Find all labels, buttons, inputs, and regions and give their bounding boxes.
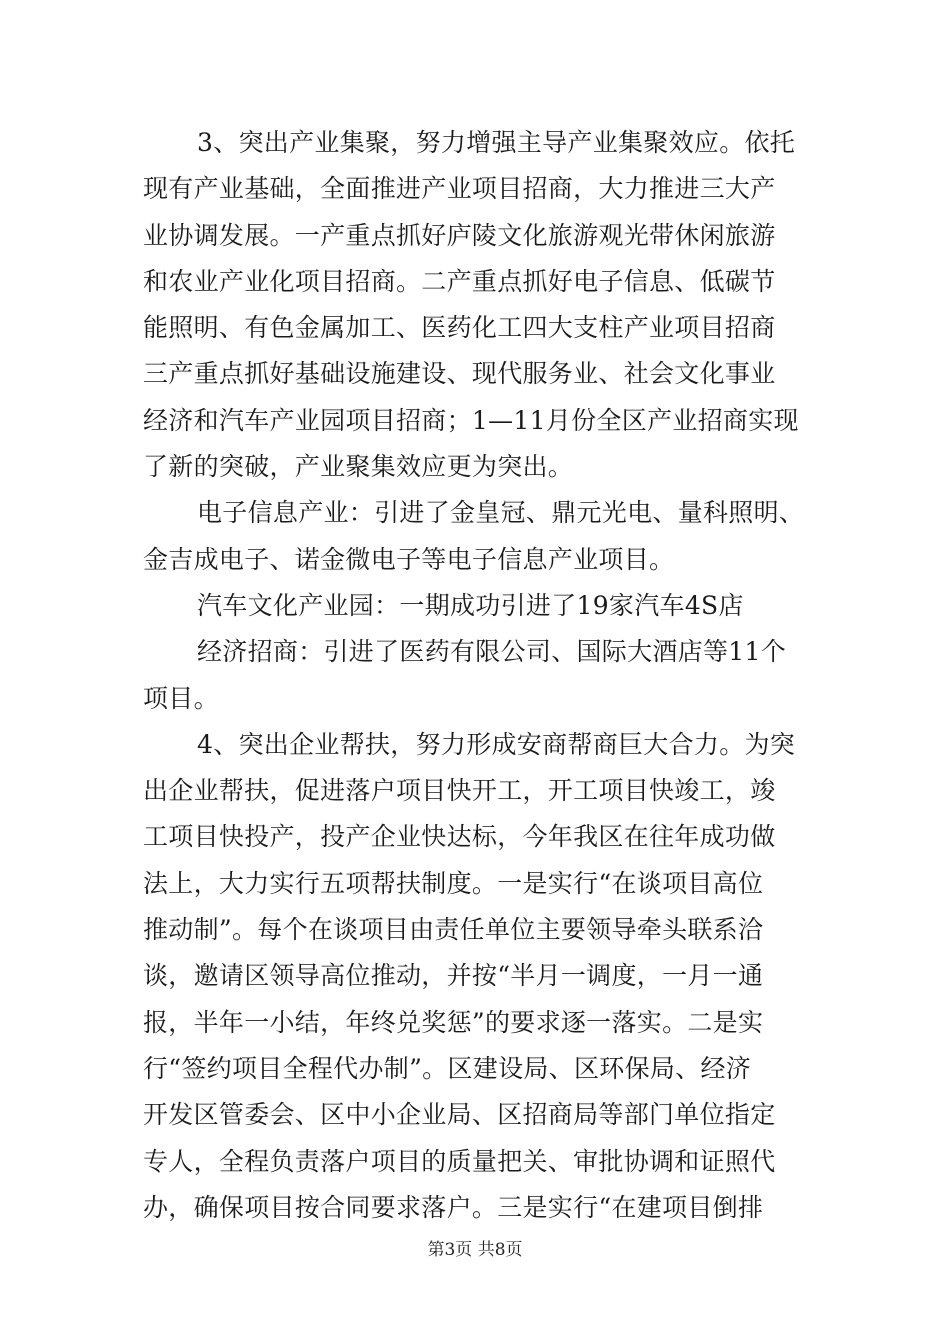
text-line: 法上，大力实行五项帮扶制度。一是实行“在谈项目高位 — [143, 868, 764, 898]
text-line: 办，确保项目按合同要求落户。三是实行“在建项目倒排 — [143, 1192, 764, 1222]
document-body — [143, 120, 813, 1231]
text-line: 项目。 — [143, 683, 219, 713]
text-line: 了新的突破，产业聚集效应更为突出。 — [143, 452, 574, 482]
paragraph-economic-investment — [143, 629, 813, 722]
text-line: 业协调发展。一产重点抓好庐陵文化旅游观光带休闲旅游 — [143, 220, 776, 250]
paragraph-enterprise-support — [143, 722, 813, 1231]
text-line: 经济招商：引进了医药有限公司、国际大酒店等11个 — [197, 637, 787, 667]
text-line: 开发区管委会、区中小企业局、区招商局等部门单位指定 — [143, 1100, 776, 1130]
text-line: 推动制”。每个在谈项目由责任单位主要领导牵头联系洽 — [143, 915, 764, 945]
text-line: 现有产业基础，全面推进产业项目招商，大力推进三大产 — [143, 174, 776, 204]
text-line: 工项目快投产，投产企业快达标，今年我区在往年成功做 — [143, 822, 776, 852]
text-line: 经济和汽车产业园项目招商；1—11月份全区产业招商实现 — [143, 405, 799, 435]
paragraph-electronics — [143, 490, 813, 583]
text-line: 电子信息产业：引进了金皇冠、鼎元光电、量科照明、 — [197, 498, 805, 528]
text-line: 出企业帮扶，促进落户项目快开工，开工项目快竣工，竣 — [143, 776, 776, 806]
text-line: 4、突出企业帮扶，努力形成安商帮商巨大合力。为突 — [197, 729, 796, 759]
paragraph-industry-cluster — [143, 120, 813, 490]
text-line: 三产重点抓好基础设施建设、现代服务业、社会文化事业 — [143, 359, 776, 389]
text-line: 专人，全程负责落户项目的质量把关、审批协调和证照代 — [143, 1146, 776, 1176]
paragraph-auto-park — [143, 583, 813, 629]
text-line: 谈，邀请区领导高位推动，并按“半月一调度，一月一通 — [143, 961, 764, 991]
text-line: 和农业产业化项目招商。二产重点抓好电子信息、低碳节 — [143, 266, 776, 296]
text-line: 金吉成电子、诺金微电子等电子信息产业项目。 — [143, 544, 675, 574]
text-line: 报，半年一小结，年终兑奖惩”的要求逐一落实。二是实 — [143, 1007, 764, 1037]
page-number-footer: 第3页 共8页 — [427, 1240, 523, 1260]
text-line: 汽车文化产业园：一期成功引进了19家汽车4S店 — [197, 590, 744, 620]
text-line: 3、突出产业集聚，努力增强主导产业集聚效应。依托 — [197, 128, 796, 157]
text-line: 能照明、有色金属加工、医药化工四大支柱产业项目招商 — [143, 313, 776, 343]
text-line: 行“签约项目全程代办制”。区建设局、区环保局、经济 — [143, 1053, 752, 1083]
